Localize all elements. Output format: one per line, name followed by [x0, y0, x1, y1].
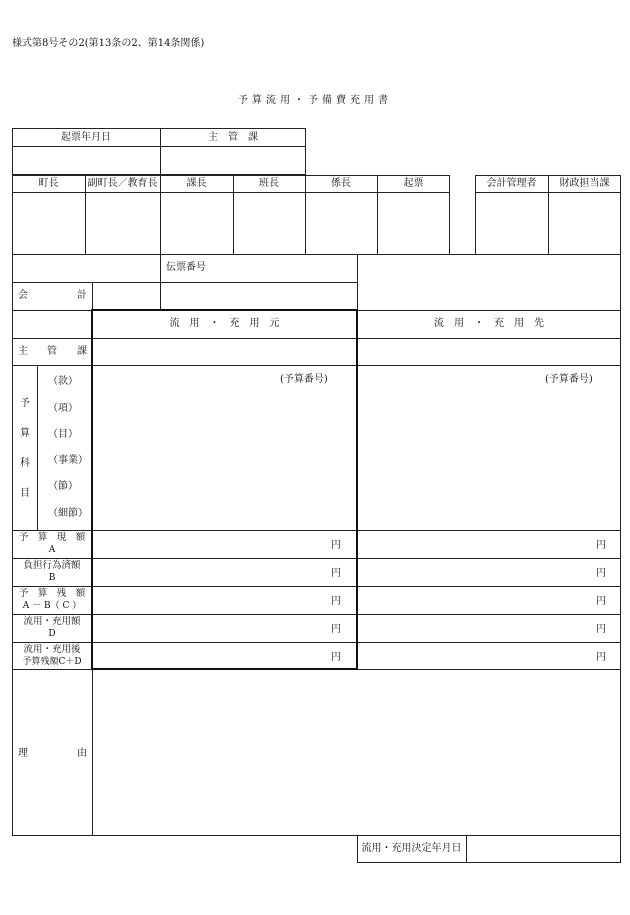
- row-futan-2: B: [48, 573, 56, 583]
- shukan-label: 主 管 課: [208, 132, 258, 143]
- yen-3-dst: 円: [596, 596, 606, 607]
- yosan-v-4: 目: [20, 488, 30, 499]
- row-ryuyogo-2: 予算残額C＋D: [22, 657, 82, 667]
- document-title: 予算流用・予備費充用書: [238, 95, 392, 106]
- yen-5-dst: 円: [596, 652, 606, 663]
- row-genkaku-1: 予 算 現 額: [18, 532, 86, 543]
- kettei-date-label: 流用・充用決定年月日: [361, 843, 462, 854]
- yosan-v-3: 科: [20, 458, 30, 469]
- approval-kakaricho: 係長: [331, 178, 351, 189]
- row-zangaku-2: A － B（ C ）: [22, 601, 82, 611]
- kamoku-ko: （項）: [48, 403, 78, 414]
- approval-finance: 財政担当課: [559, 178, 610, 189]
- kamoku-moku: （目）: [48, 429, 78, 440]
- row-ryuyogo-1: 流用・充用後: [23, 644, 81, 655]
- kihyo-date-label: 起票年月日: [61, 132, 111, 143]
- yosan-bango-source: (予算番号): [280, 374, 328, 385]
- yosan-v-1: 予: [20, 398, 30, 409]
- row-ryuyo-1: 流用・充用額: [23, 616, 81, 627]
- yen-1-src: 円: [331, 540, 341, 551]
- dest-label: 流 用 ・ 充 用 先: [434, 318, 544, 329]
- riyu-1: 理: [18, 748, 28, 759]
- row-ryuyo-2: D: [48, 629, 56, 639]
- kaikei-label-1: 会: [18, 290, 28, 301]
- approval-kihyo: 起票: [403, 178, 424, 189]
- yen-1-dst: 円: [596, 540, 606, 551]
- yen-2-src: 円: [331, 568, 341, 579]
- riyu-2: 由: [77, 748, 87, 759]
- kaikei-label-2: 計: [77, 290, 87, 301]
- yen-4-dst: 円: [596, 624, 606, 635]
- kamoku-kan: （款）: [48, 376, 78, 387]
- approval-accountant: 会計管理者: [486, 178, 537, 189]
- approval-mayor: 町長: [38, 178, 59, 189]
- shukan-row-3: 課: [77, 346, 87, 357]
- approval-kacho: 課長: [186, 178, 207, 189]
- kamoku-setsu: （節）: [48, 481, 78, 492]
- approval-deputy: 副町長／教育長: [87, 178, 158, 189]
- row-genkaku-2: A: [48, 545, 56, 555]
- form-number: 様式第8号その2(第13条の2、第14条関係): [12, 38, 205, 49]
- row-zangaku-1: 予 算 残 額: [18, 588, 86, 599]
- yen-3-src: 円: [331, 596, 341, 607]
- row-futan-1: 負担行為済額: [23, 560, 81, 571]
- kamoku-jigyo: （事業）: [48, 455, 88, 466]
- shukan-row-1: 主: [18, 346, 28, 357]
- kamoku-saisetsu: （細節）: [48, 508, 88, 519]
- shukan-row-2: 管: [47, 346, 57, 357]
- yen-4-src: 円: [331, 624, 341, 635]
- source-column-border: [91, 309, 358, 670]
- approval-hancho: 班長: [259, 178, 279, 189]
- yen-5-src: 円: [331, 652, 341, 663]
- denpyo-label: 伝票番号: [166, 262, 206, 273]
- source-label: 流 用 ・ 充 用 元: [169, 318, 280, 329]
- yosan-v-2: 算: [20, 428, 30, 439]
- yosan-bango-dest: (予算番号): [545, 374, 593, 385]
- yen-2-dst: 円: [596, 568, 606, 579]
